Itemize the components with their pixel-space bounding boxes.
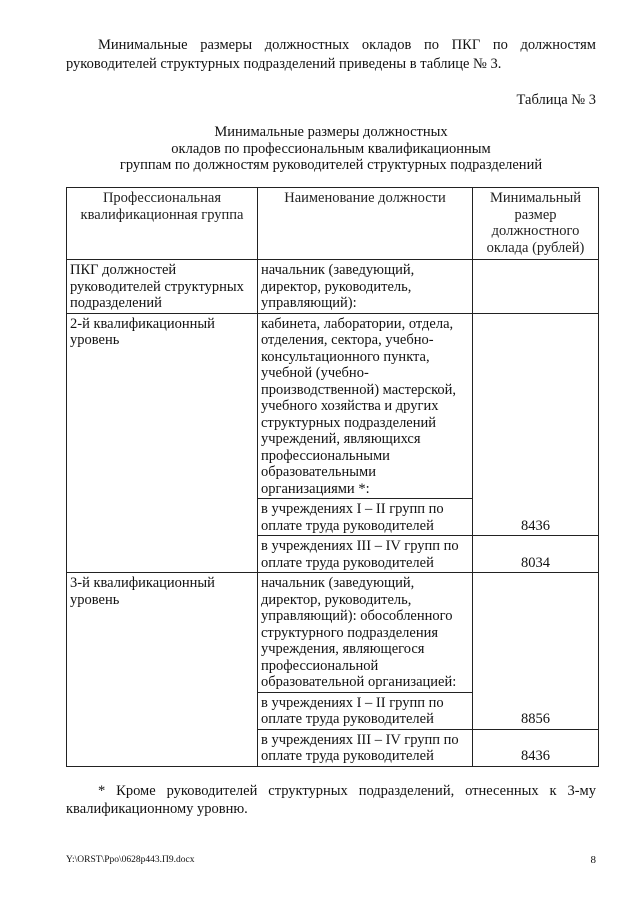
cell-group: 2-й квалификационный уровень [67,313,258,573]
cell-subposition: в учреждениях III – IV групп по оплате труда руководителей [258,536,473,573]
cell-salary [473,260,599,314]
footer-file-path: Y:\ORST\Ppo\0628p443.П9.docx [66,855,195,865]
table-header-row [67,188,599,260]
cell-salary: 8856 [473,573,599,730]
cell-subposition: в учреждениях I – II групп по оплате труда руководителей [258,499,473,536]
header-salary: Минимальный размер должностного оклада (рублей) [473,188,599,260]
cell-position: начальник (заведующий, директор, руководитель, управляющий): обособленного структурного подразделения учреждения, являющегося профессиональной образовательной организацией: [258,573,473,693]
cell-position: начальник (заведующий, директор, руководитель, управляющий): [258,260,473,314]
table-row [67,260,599,314]
cell-salary: 8436 [473,729,599,766]
cell-group: ПКГ должностей руководителей структурных подразделений [67,260,258,314]
header-position: Наименование должности [258,188,473,260]
salary-table [66,187,599,767]
table-title-line: группам по должностям руководителей структурных подразделений [119,157,543,173]
cell-position: кабинета, лаборатории, отдела, отделения, сектора, учебно-консультационного пункта, учебной (учебно-производственной) мастерской, учебного хозяйства и других структурных подразделений учреждений, являющихся профессиональными образовательными организациями *: [258,313,473,499]
footnote: * Кроме руководителей структурных подразделений, отнесенных к 3-му квалификационному уровню. [66,783,596,817]
table-number: Таблица № 3 [516,92,596,108]
header-group: Профессиональная квалификационная группа [67,188,258,260]
intro-paragraph: Минимальные размеры должностных окладов по ПКГ по должностям руководителей структурных подразделений приведены в таблице № 3. [66,37,596,72]
page-number: 8 [590,854,596,866]
cell-salary: 8436 [473,313,599,536]
cell-group: 3-й квалификационный уровень [67,573,258,767]
cell-subposition: в учреждениях I – II групп по оплате труда руководителей [258,692,473,729]
table-title-line: окладов по профессиональным квалификационным [171,140,491,157]
cell-subposition: в учреждениях III – IV групп по оплате труда руководителей [258,729,473,766]
cell-salary: 8034 [473,536,599,573]
table-row [67,573,599,693]
table-title-line: Минимальные размеры должностных [214,124,448,140]
table-row [67,313,599,499]
table-title [66,124,596,174]
